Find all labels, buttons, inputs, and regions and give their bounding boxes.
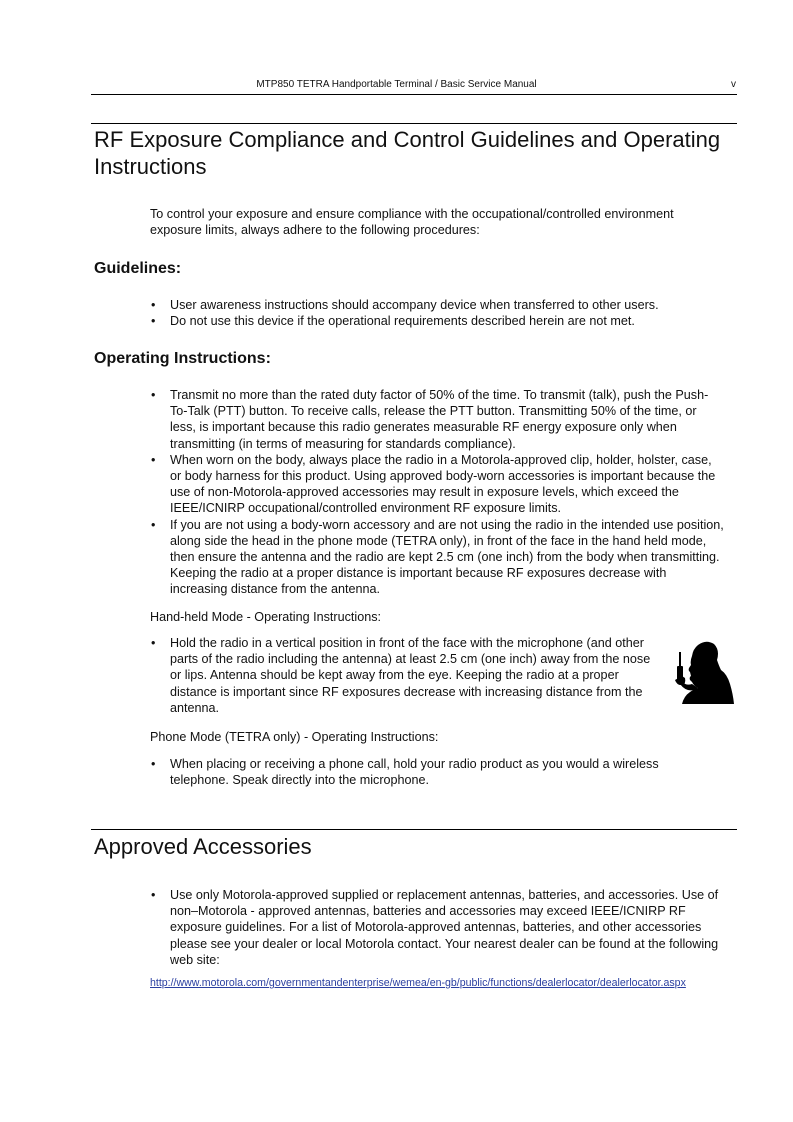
operating-instructions-heading: Operating Instructions: [94, 350, 271, 367]
accessories-list [150, 887, 735, 968]
section-title-approved-accessories: Approved Accessories [94, 834, 312, 859]
header-rule [91, 94, 737, 95]
list-item: • When worn on the body, always place the radio in a Motorola-approved clip, holder, holster, case, or body harness for this product. Using approved body-worn accessories is important because the use of non-Motorola-approved accessories may result in exposure levels, which exceed the IEEE/ICNIRP occupational/controlled environment RF exposure limits. [150, 452, 725, 517]
running-header-title: MTP850 TETRA Handportable Terminal / Basic Service Manual [256, 79, 537, 90]
person-with-radio-icon [672, 640, 734, 704]
list-item: • Transmit no more than the rated duty factor of 50% of the time. To transmit (talk), push the Push-To-Talk (PTT) button. To receive calls, release the PTT button. Transmitting 50% of the time, or less, is important because this radio generates measurable RF energy exposure only when transmitting (in terms of measuring for standards compliance). [150, 387, 725, 452]
section-rule [91, 123, 737, 124]
handheld-mode-heading: Hand-held Mode - Operating Instructions: [150, 610, 382, 624]
guidelines-heading: Guidelines: [94, 260, 182, 277]
list-item: • Use only Motorola-approved supplied or replacement antennas, batteries, and accessories. Use of non–Motorola - approved antennas, batteries and accessories may exceed IEEE/ICNIRP RF exposure guidelines. For a list of Motorola-approved antennas, batteries, and other accessories please see your dealer or local Motorola contact. Your nearest dealer can be found at the following web site: [150, 887, 735, 968]
list-item: • Hold the radio in a vertical position in front of the face with the microphone (and other parts of the radio including the antenna) at least 2.5 cm (one inch) away from the nose or lips. Antenna should be kept away from the eye. Keeping the radio at a proper distance is important since RF exposures decrease with increasing distance from the antenna. [150, 635, 662, 716]
intro-paragraph: To control your exposure and ensure compliance with the occupational/controlled environment exposure limits, always adhere to the following procedures: [150, 207, 674, 238]
operating-instructions-list [150, 387, 725, 598]
section-rule [91, 829, 737, 830]
section-title-rf-exposure: RF Exposure Compliance and Control Guidelines and Operating Instructions [94, 127, 721, 179]
list-item: • User awareness instructions should accompany device when transferred to other users. [150, 297, 720, 313]
dealer-locator-link[interactable]: http://www.motorola.com/governmentandenterprise/wemea/en-gb/public/functions/dealerlocator/dealerlocator.aspx [150, 977, 686, 989]
guidelines-list [150, 297, 720, 329]
list-item: • If you are not using a body-worn accessory and are not using the radio in the intended use position, along side the head in the phone mode (TETRA only), in front of the face in the hand held mode, then ensure the antenna and the radio are kept 2.5 cm (one inch) from the body when transmitting. Keeping the radio at a proper distance is important because RF exposures decrease with increasing distance from the antenna. [150, 517, 725, 598]
handheld-mode-list [150, 635, 662, 716]
phone-mode-heading: Phone Mode (TETRA only) - Operating Instructions: [150, 730, 439, 744]
list-item: • Do not use this device if the operational requirements described herein are not met. [150, 313, 720, 329]
phone-mode-list [150, 756, 710, 788]
list-item: • When placing or receiving a phone call, hold your radio product as you would a wireless telephone. Speak directly into the microphone. [150, 756, 710, 788]
page-number: v [731, 79, 736, 90]
